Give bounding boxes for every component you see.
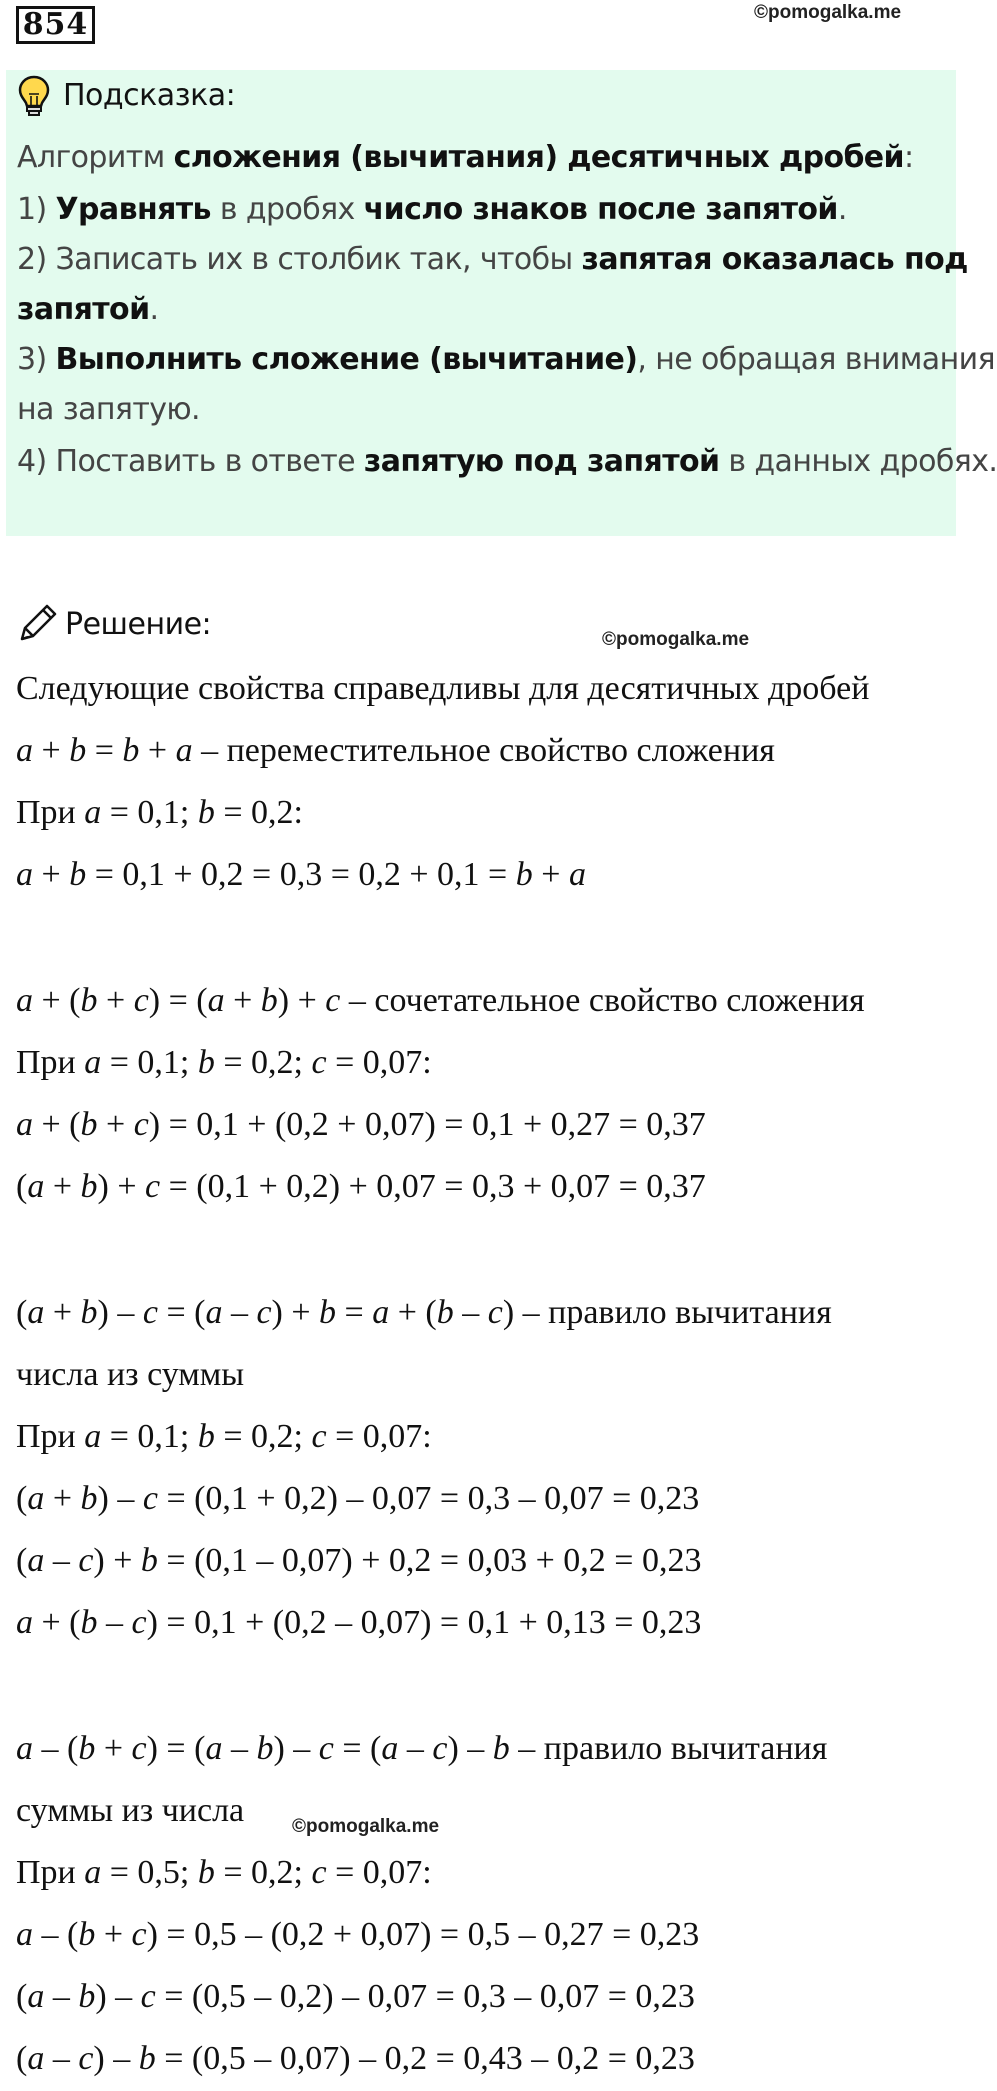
hint-text-span: 4) Поставить в ответе: [17, 444, 364, 479]
hint-text-span: .: [837, 192, 847, 227]
math-text: –: [222, 1730, 257, 1767]
math-text: При: [16, 1044, 85, 1081]
math-text: При: [16, 1418, 85, 1455]
hint-text-span: на запятую.: [17, 392, 200, 427]
math-text: При: [16, 1854, 85, 1891]
math-variable: b: [492, 1730, 510, 1767]
solution-line: [16, 982, 865, 1020]
watermark-bottom: ©pomogalka.me: [292, 1816, 440, 1837]
math-variable: c: [78, 1542, 94, 1579]
math-text: +: [95, 1730, 132, 1767]
hint-bold-text: запятую под запятой: [363, 444, 720, 479]
math-text: –: [398, 1730, 433, 1767]
math-text: При: [16, 794, 85, 831]
watermark-top: ©pomogalka.me: [754, 2, 902, 23]
math-text: = 0,1;: [101, 1044, 198, 1081]
math-variable: c: [432, 1730, 448, 1767]
math-text: = (: [333, 1730, 382, 1767]
math-variable: c: [318, 1730, 334, 1767]
math-text: (: [16, 1294, 28, 1331]
math-text: суммы из числа: [16, 1792, 245, 1829]
math-variable: b: [260, 982, 278, 1019]
math-text: = 0,07:: [326, 1044, 432, 1081]
math-text: = (0,1 + 0,2) + 0,07 = 0,3 + 0,07 = 0,37: [160, 1168, 706, 1205]
math-text: – (: [33, 1730, 79, 1767]
math-text: ) –: [97, 1294, 143, 1331]
math-text: числа из суммы: [16, 1356, 245, 1393]
math-text: +: [139, 732, 176, 769]
problem-number: 854: [16, 6, 95, 44]
solution-title: Решение:: [65, 607, 212, 642]
math-variable: b: [80, 1168, 98, 1205]
hint-line: [17, 242, 968, 277]
math-variable: b: [140, 1542, 158, 1579]
hint-bold-text: сложения (вычитания) десятичных дробей: [173, 140, 904, 175]
math-text: ) –: [273, 1730, 319, 1767]
math-text: = (: [157, 1294, 206, 1331]
math-text: = 0,2:: [214, 794, 303, 831]
math-variable: b: [319, 1294, 337, 1331]
math-text: – сочетательное свойство сложения: [340, 982, 865, 1019]
math-text: = (0,5 – 0,2) – 0,07 = 0,3 – 0,07 = 0,23: [155, 1978, 695, 2015]
hint-bold-text: Уравнять: [55, 192, 211, 227]
math-variable: a: [27, 1168, 45, 1205]
math-text: ) –: [95, 1978, 141, 2015]
math-text: ) = 0,5 – (0,2 + 0,07) = 0,5 – 0,27 = 0,23: [146, 1916, 700, 1953]
hint-text-span: в данных дробях.: [719, 444, 997, 479]
math-text: =: [336, 1294, 373, 1331]
math-variable: a: [27, 1480, 45, 1517]
math-text: (: [16, 1542, 28, 1579]
math-text: –: [44, 1542, 79, 1579]
math-variable: c: [325, 982, 341, 1019]
solution-line: [16, 732, 775, 770]
math-variable: c: [311, 1044, 327, 1081]
math-text: = 0,07:: [326, 1418, 432, 1455]
solution-line: [16, 1542, 701, 1580]
hint-text-span: 3): [17, 342, 56, 377]
hint-text-span: Алгоритм: [17, 140, 174, 175]
math-variable: c: [133, 1106, 149, 1143]
math-text: + (: [389, 1294, 437, 1331]
math-text: ) –: [447, 1730, 493, 1767]
hint-line: [17, 342, 995, 377]
math-text: ) = 0,1 + (0,2 – 0,07) = 0,1 + 0,13 = 0,23: [146, 1604, 702, 1641]
math-variable: b: [122, 732, 140, 769]
math-variable: a: [27, 1542, 45, 1579]
math-variable: c: [133, 982, 149, 1019]
solution-line: [16, 1294, 832, 1332]
solution-line: [16, 1356, 244, 1394]
math-variable: b: [80, 1604, 98, 1641]
math-variable: c: [140, 1978, 156, 2015]
math-text: –: [97, 1604, 132, 1641]
math-text: = (0,1 – 0,07) + 0,2 = 0,03 + 0,2 = 0,23: [157, 1542, 702, 1579]
math-variable: c: [311, 1418, 327, 1455]
solution-line: [16, 1730, 827, 1768]
math-variable: b: [197, 794, 215, 831]
math-text: ) –: [93, 2040, 139, 2077]
math-variable: c: [145, 1168, 161, 1205]
math-variable: b: [197, 1418, 215, 1455]
math-variable: c: [78, 2040, 94, 2077]
math-text: = 0,2;: [214, 1044, 312, 1081]
math-text: ) +: [271, 1294, 320, 1331]
hint-text-span: 1): [17, 192, 56, 227]
math-variable: a: [16, 1106, 33, 1143]
math-text: –: [453, 1294, 488, 1331]
math-variable: a: [27, 1978, 45, 2015]
math-variable: a: [84, 794, 102, 831]
math-variable: a: [372, 1294, 390, 1331]
math-variable: a: [84, 1418, 102, 1455]
math-variable: c: [131, 1730, 147, 1767]
math-text: = 0,5;: [101, 1854, 198, 1891]
math-text: = 0,1 + 0,2 = 0,3 = 0,2 + 0,1 =: [86, 856, 516, 893]
math-text: = 0,2;: [214, 1418, 312, 1455]
hint-line: [17, 444, 997, 479]
lightbulb-icon: [17, 74, 51, 118]
math-text: (: [16, 1168, 28, 1205]
math-text: –: [44, 2040, 79, 2077]
math-text: ) = (: [148, 982, 208, 1019]
math-variable: c: [142, 1294, 158, 1331]
math-variable: c: [256, 1294, 272, 1331]
solution-line: [16, 1418, 432, 1456]
math-text: –: [222, 1294, 257, 1331]
pencil-icon: [16, 601, 60, 645]
watermark-middle: ©pomogalka.me: [602, 629, 750, 650]
solution-line: [16, 1604, 701, 1642]
math-variable: c: [311, 1854, 327, 1891]
hint-title: Подсказка:: [63, 78, 236, 113]
math-variable: b: [80, 982, 98, 1019]
solution-line: [16, 1792, 244, 1830]
hint-line: [17, 140, 914, 175]
math-text: +: [97, 982, 134, 1019]
math-text: +: [33, 732, 70, 769]
math-text: ) = 0,1 + (0,2 + 0,07) = 0,1 + 0,27 = 0,37: [148, 1106, 706, 1143]
math-variable: a: [16, 982, 33, 1019]
math-variable: b: [515, 856, 533, 893]
math-text: –: [44, 1978, 79, 2015]
math-text: +: [44, 1168, 81, 1205]
solution-line: [16, 794, 303, 832]
math-text: +: [44, 1294, 81, 1331]
math-text: + (: [33, 982, 81, 1019]
solution-line: [16, 1854, 432, 1892]
math-text: + (: [33, 1106, 81, 1143]
hint-text-span: в дробях: [210, 192, 364, 227]
math-variable: a: [27, 2040, 45, 2077]
hint-text-span: , не обращая внимания: [637, 342, 995, 377]
math-text: +: [33, 856, 70, 893]
math-variable: a: [16, 1916, 33, 1953]
math-text: = 0,1;: [101, 1418, 198, 1455]
math-variable: b: [80, 1106, 98, 1143]
math-variable: a: [16, 1730, 33, 1767]
math-variable: b: [197, 1044, 215, 1081]
math-variable: a: [205, 1730, 223, 1767]
hint-line: [17, 192, 847, 227]
math-variable: c: [131, 1916, 147, 1953]
solution-line: [16, 1168, 706, 1206]
hint-bold-text: число знаков после запятой: [363, 192, 838, 227]
math-variable: b: [78, 1978, 96, 2015]
math-variable: a: [175, 732, 193, 769]
math-text: +: [44, 1480, 81, 1517]
math-variable: b: [80, 1480, 98, 1517]
hint-bold-text: запятой: [17, 292, 150, 327]
hint-text-span: .: [149, 292, 159, 327]
math-text: ) +: [93, 1542, 141, 1579]
math-text: ) +: [277, 982, 326, 1019]
math-text: ) = (: [146, 1730, 206, 1767]
math-text: (: [16, 2040, 28, 2077]
math-variable: b: [78, 1916, 96, 1953]
math-text: (: [16, 1480, 28, 1517]
math-variable: b: [69, 856, 87, 893]
math-text: + (: [33, 1604, 81, 1641]
math-variable: b: [197, 1854, 215, 1891]
math-text: – (: [33, 1916, 79, 1953]
solution-line: [16, 1916, 699, 1954]
math-text: ) +: [97, 1168, 146, 1205]
math-text: = 0,2;: [214, 1854, 312, 1891]
math-text: – переместительное свойство сложения: [192, 732, 775, 769]
solution-line: [16, 856, 586, 894]
math-text: = (0,5 – 0,07) – 0,2 = 0,43 – 0,2 = 0,23: [155, 2040, 695, 2077]
math-text: Следующие свойства справедливы для десятичных дробей: [16, 670, 870, 707]
hint-bold-text: Выполнить сложение (вычитание): [55, 342, 638, 377]
math-text: +: [97, 1106, 134, 1143]
solution-line: [16, 1044, 432, 1082]
math-variable: b: [69, 732, 87, 769]
math-text: = (0,1 + 0,2) – 0,07 = 0,3 – 0,07 = 0,23: [157, 1480, 700, 1517]
solution-line: [16, 1978, 695, 2016]
math-text: +: [224, 982, 261, 1019]
math-variable: a: [381, 1730, 399, 1767]
math-variable: a: [16, 1604, 33, 1641]
math-variable: a: [568, 856, 586, 893]
math-variable: c: [142, 1480, 158, 1517]
math-text: +: [95, 1916, 132, 1953]
math-text: = 0,1;: [101, 794, 198, 831]
hint-line: [17, 292, 158, 327]
math-variable: a: [27, 1294, 45, 1331]
hint-line: [17, 392, 200, 427]
math-variable: b: [80, 1294, 98, 1331]
math-variable: a: [205, 1294, 223, 1331]
solution-line: [16, 2040, 695, 2078]
math-text: =: [86, 732, 123, 769]
math-text: +: [532, 856, 569, 893]
hint-text-span: 2) Записать их в столбик так, чтобы: [17, 242, 582, 277]
solution-line: [16, 670, 869, 708]
math-variable: c: [131, 1604, 147, 1641]
math-variable: a: [16, 856, 33, 893]
math-text: (: [16, 1978, 28, 2015]
math-variable: a: [16, 732, 33, 769]
math-variable: b: [138, 2040, 156, 2077]
math-text: ) – правило вычитания: [502, 1294, 832, 1331]
hint-bold-text: запятая оказалась под: [581, 242, 968, 277]
math-variable: c: [487, 1294, 503, 1331]
solution-line: [16, 1106, 706, 1144]
math-text: – правило вычитания: [509, 1730, 828, 1767]
solution-line: [16, 1480, 699, 1518]
hint-text-span: :: [903, 140, 914, 175]
math-variable: a: [84, 1044, 102, 1081]
math-variable: b: [256, 1730, 274, 1767]
math-text: ) –: [97, 1480, 143, 1517]
math-variable: a: [84, 1854, 102, 1891]
math-variable: b: [436, 1294, 454, 1331]
math-variable: b: [78, 1730, 96, 1767]
math-text: = 0,07:: [326, 1854, 432, 1891]
math-variable: a: [207, 982, 225, 1019]
